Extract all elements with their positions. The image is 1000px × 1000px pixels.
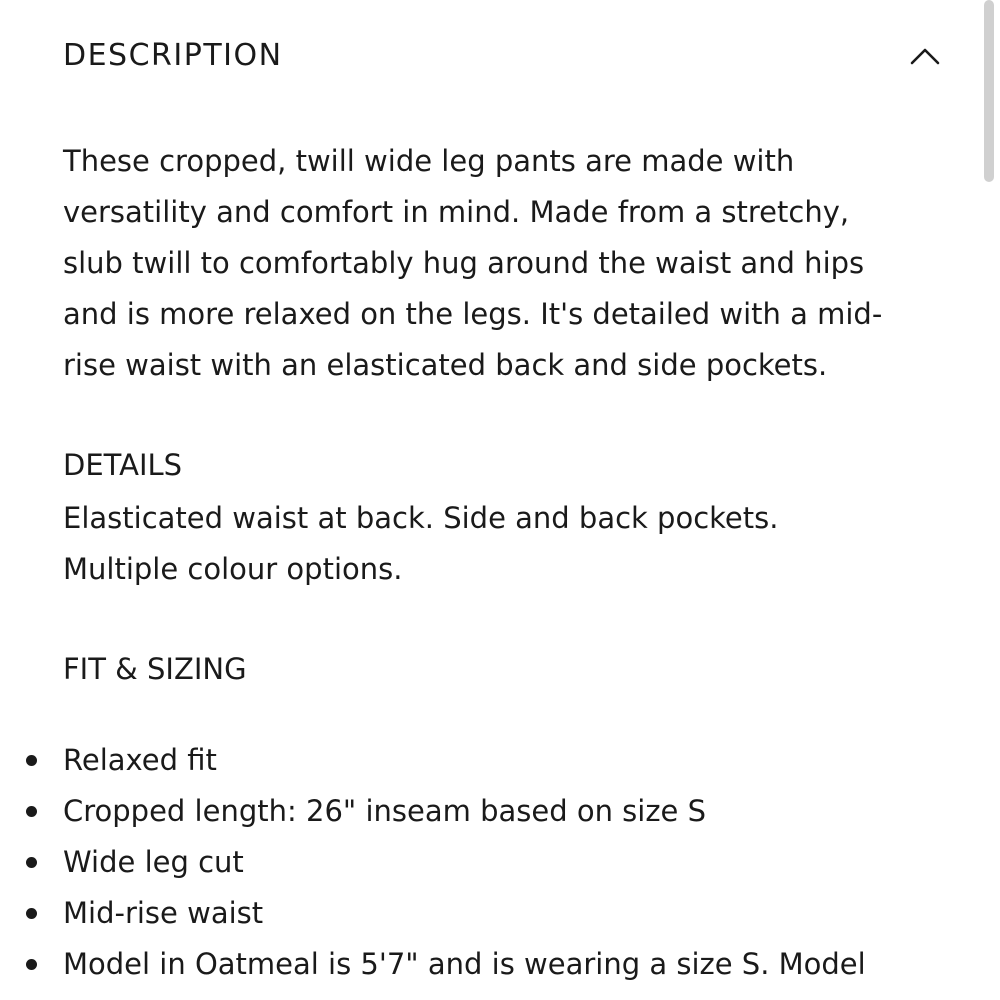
bullet-icon xyxy=(26,806,37,817)
description-text xyxy=(63,136,943,391)
details-line: Multiple colour options. xyxy=(63,552,403,586)
details-line: Elasticated waist at back. Side and back pockets. xyxy=(63,501,779,535)
description-accordion-header[interactable] xyxy=(63,30,943,80)
list-item-text: Model in Oatmeal is 5'7" and is wearing a size S. Model xyxy=(63,947,866,981)
list-item-text: Relaxed fit xyxy=(63,743,217,777)
details-heading: DETAILS xyxy=(63,448,183,482)
description-line: versatility and comfort in mind. Made from a stretchy, xyxy=(63,195,850,229)
chevron-up-icon[interactable] xyxy=(909,44,941,66)
bullet-icon xyxy=(26,959,37,970)
description-line: slub twill to comfortably hug around the waist and hips xyxy=(63,246,865,280)
description-line: and is more relaxed on the legs. It's detailed with a mid- xyxy=(63,297,883,331)
description-line: These cropped, twill wide leg pants are made with xyxy=(63,144,795,178)
list-item xyxy=(0,939,980,990)
scrollbar-thumb[interactable] xyxy=(984,0,994,182)
list-item-text: Wide leg cut xyxy=(63,845,244,879)
list-item-text: Mid-rise waist xyxy=(63,896,264,930)
accordion-title: DESCRIPTION xyxy=(63,37,283,73)
details-text xyxy=(63,493,778,595)
description-line: rise waist with an elasticated back and side pockets. xyxy=(63,348,828,382)
list-item xyxy=(0,888,980,939)
bullet-icon xyxy=(26,908,37,919)
fit-sizing-heading: FIT & SIZING xyxy=(63,652,247,686)
bullet-icon xyxy=(26,857,37,868)
list-item xyxy=(0,786,980,837)
list-item xyxy=(0,735,980,786)
fit-sizing-list xyxy=(0,735,980,990)
list-item-text: Cropped length: 26" inseam based on size S xyxy=(63,794,707,828)
list-item xyxy=(0,837,980,888)
bullet-icon xyxy=(26,755,37,766)
